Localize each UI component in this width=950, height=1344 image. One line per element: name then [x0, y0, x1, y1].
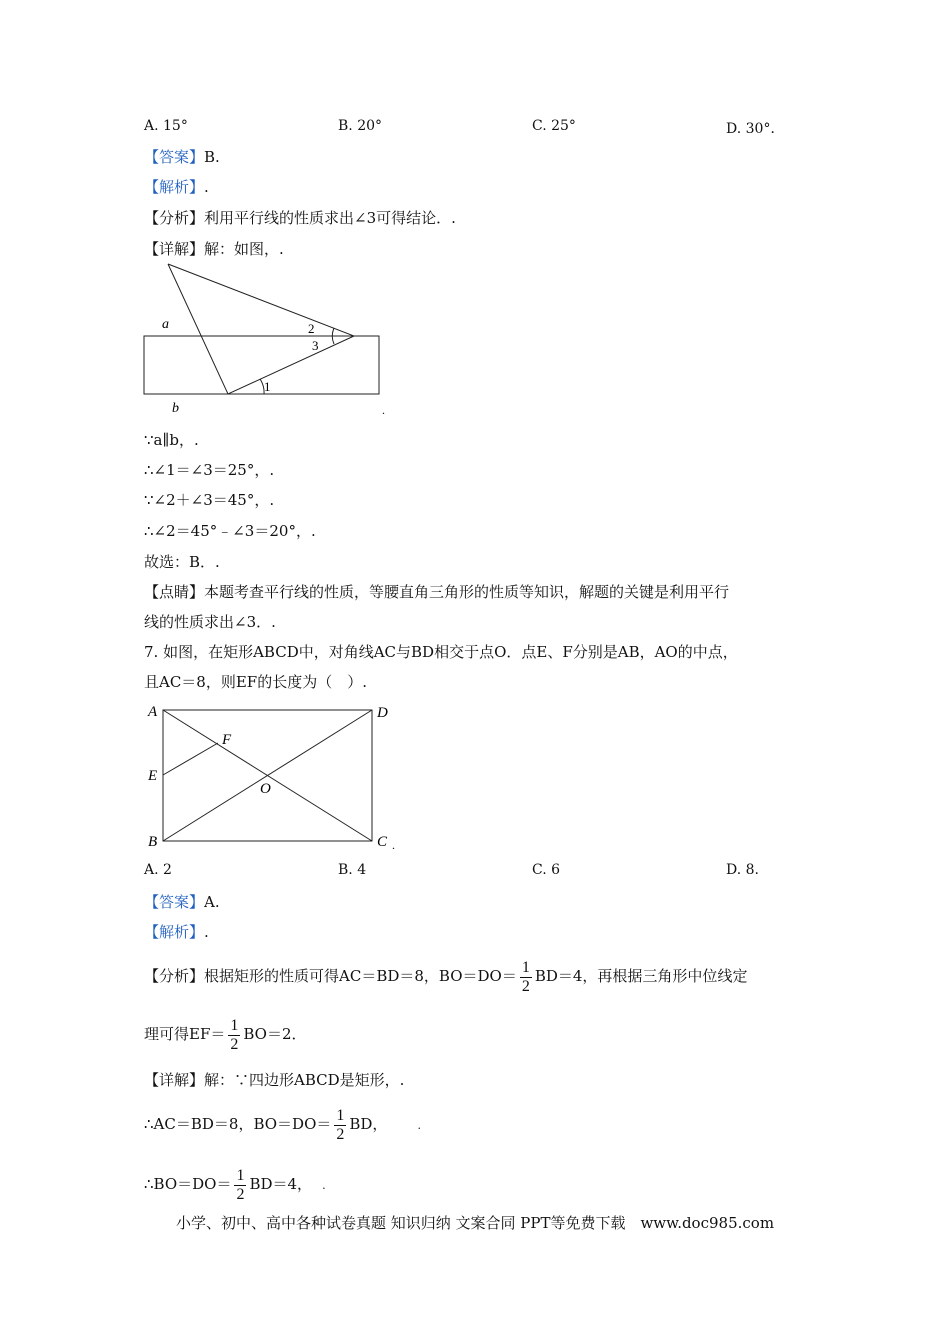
q7-step-2 [144, 1164, 326, 1206]
fenxi-tag: 【分析】 [144, 209, 205, 227]
dianjing-tag: 【点睛】 [144, 583, 205, 601]
jiexi-tag: 【解析】 [144, 178, 205, 196]
point-f: F [222, 732, 232, 748]
fraction-one-half [520, 959, 532, 996]
xiangjie-text: 解：∵四边形ABCD是矩形，. [204, 1071, 405, 1089]
xiangjie-text: 解：如图，. [204, 240, 284, 258]
q6-step-1: ∵a∥b，. [144, 431, 199, 449]
q6-step-3: ∵∠2＋∠3＝45°，. [144, 491, 275, 509]
q6-step-5: 故选：B．. [144, 553, 220, 571]
q6-fenxi [144, 208, 456, 228]
answer-value: A. [204, 893, 220, 911]
trailing-dot: . [417, 1119, 421, 1132]
step-text-a: ∴BO＝DO＝ [144, 1175, 232, 1193]
vertex-c: C [377, 834, 388, 850]
point-o: O [260, 781, 271, 797]
step-text-b: BD＝4， [249, 1175, 313, 1193]
jiexi-value: . [204, 178, 209, 196]
fraction-numerator: 1 [230, 1016, 239, 1034]
fraction-denominator: 2 [521, 977, 530, 995]
step-text-b: BD， [349, 1115, 388, 1133]
fenxi-tag: 【分析】 [144, 967, 205, 985]
figure-dot: . [382, 403, 385, 417]
q6-answer [144, 147, 220, 167]
q6-option-a: A. 15° [144, 118, 188, 134]
fraction-one-half [334, 1107, 346, 1144]
q7-xiangjie [144, 1070, 404, 1090]
q7-step-1 [144, 1104, 421, 1146]
q6-option-d: D. 30°． [726, 121, 785, 137]
q7-rectangle-figure [142, 700, 402, 854]
q7-answer [144, 892, 220, 912]
fenxi-text-a: 根据矩形的性质可得AC＝BD＝8，BO＝DO＝ [204, 967, 517, 985]
q6-step-4: ∴∠2＝45°﹣∠3＝20°，. [144, 522, 316, 540]
page-footer: 小学、初中、高中各种试卷真题 知识归纳 文案合同 PPT等免费下载 www.doc985.com [175, 1214, 775, 1232]
fraction-denominator: 2 [236, 1185, 245, 1203]
xiangjie-tag: 【详解】 [144, 1071, 205, 1089]
q6-dianjing-line-2: 线的性质求出∠3．. [144, 613, 276, 631]
label-b: b [172, 401, 179, 416]
fenxi-text: 利用平行线的性质求出∠3可得结论．. [204, 209, 456, 227]
fenxi-text-b: BD＝4，再根据三角形中位线定 [534, 967, 748, 985]
fraction-numerator: 1 [236, 1166, 245, 1184]
q7-option-c: C. 6 [532, 862, 561, 878]
q7-fenxi-line-2 [144, 1014, 307, 1054]
q7-option-a: A. 2 [144, 862, 172, 878]
fraction-one-half [234, 1167, 246, 1204]
angle-2-label: 2 [308, 321, 315, 336]
dianjing-text: 本题考查平行线的性质，等腰直角三角形的性质等知识，解题的关键是利用平行 [204, 583, 730, 601]
q6-step-2: ∴∠1＝∠3＝25°，. [144, 461, 275, 479]
q7-stem-line-2: 且AC＝8，则EF的长度为（ ）. [144, 673, 367, 691]
q6-dianjing-line-1 [144, 582, 729, 602]
xiangjie-tag: 【详解】 [144, 240, 205, 258]
fenxi-text-d: BO＝2． [243, 1025, 307, 1043]
vertex-a: A [148, 704, 158, 720]
label-a: a [162, 317, 169, 332]
trailing-dot: . [322, 1179, 326, 1192]
jiexi-tag: 【解析】 [144, 923, 205, 941]
fraction-denominator: 2 [336, 1125, 345, 1143]
angle-1-label: 1 [264, 379, 271, 394]
jiexi-value: . [204, 923, 209, 941]
q6-jiexi [144, 177, 209, 197]
fraction-numerator: 1 [336, 1106, 345, 1124]
answer-tag: 【答案】 [144, 148, 205, 166]
fraction-denominator: 2 [230, 1035, 239, 1053]
fraction-one-half [228, 1017, 240, 1054]
answer-tag: 【答案】 [144, 893, 205, 911]
fenxi-text-c: 理可得EF＝ [144, 1025, 226, 1043]
q6-xiangjie [144, 239, 284, 259]
q7-stem-line-1: 7. 如图，在矩形ABCD中，对角线AC与BD相交于点O．点E、F分别是AB，AO的中点， [144, 643, 738, 661]
figure-dot: . [392, 838, 395, 852]
q7-fenxi-line-1 [144, 956, 747, 996]
point-e: E [148, 768, 158, 784]
q7-jiexi [144, 922, 209, 942]
vertex-b: B [148, 834, 158, 850]
q7-option-b: B. 4 [338, 862, 367, 878]
fraction-numerator: 1 [521, 958, 530, 976]
step-text-a: ∴AC＝BD＝8，BO＝DO＝ [144, 1115, 332, 1133]
vertex-d: D [377, 705, 388, 721]
answer-value: B. [204, 148, 220, 166]
q7-option-d: D. 8. [726, 862, 759, 878]
q6-triangle-figure [140, 258, 400, 420]
q6-option-c: C. 25° [532, 118, 576, 134]
q6-option-b: B. 20° [338, 118, 383, 134]
angle-3-label: 3 [312, 338, 319, 353]
